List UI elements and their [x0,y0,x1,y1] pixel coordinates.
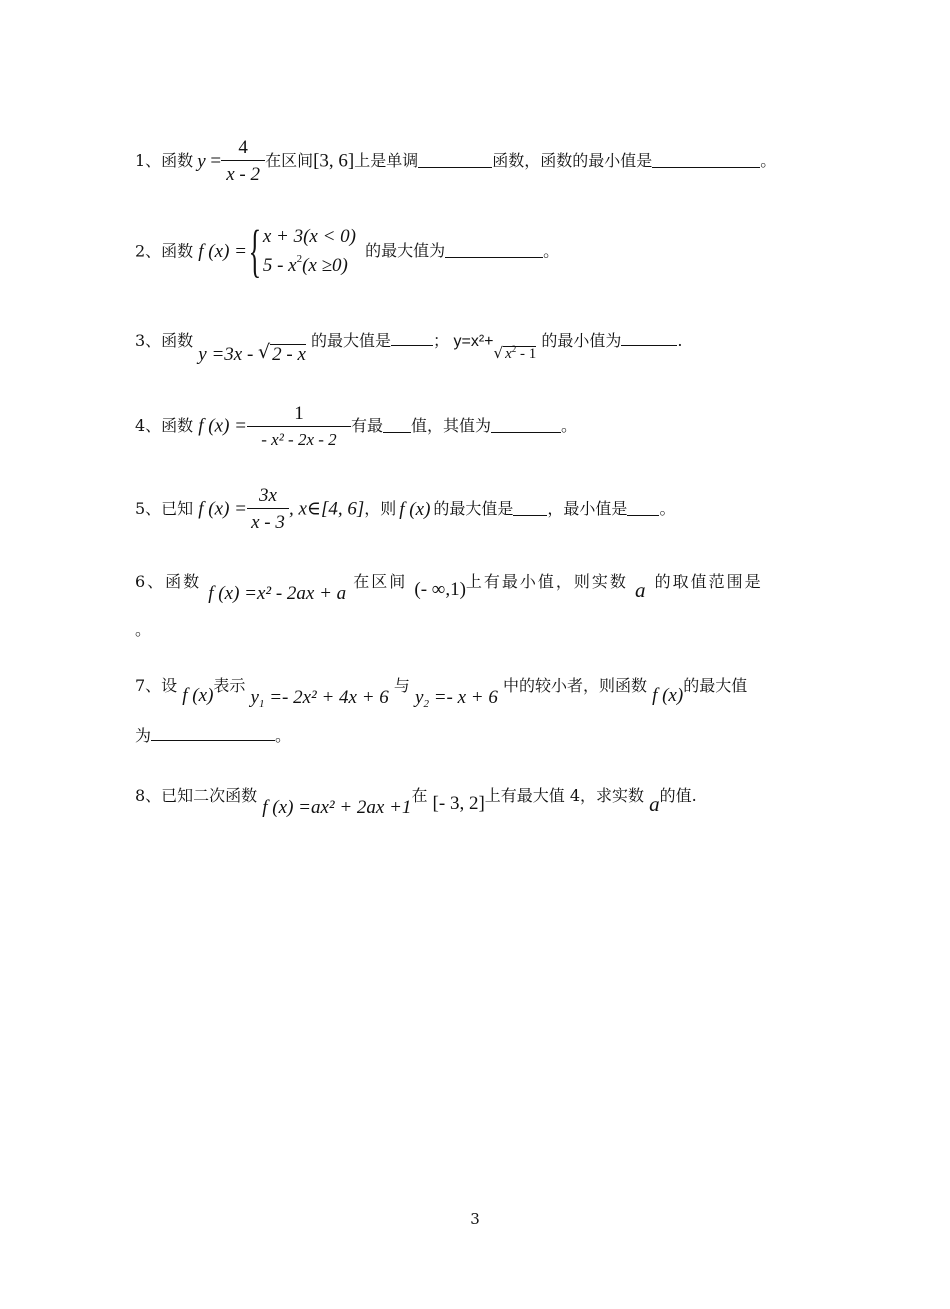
q1-text-3: 函数，函数的最小值是 [492,151,653,170]
q8-text-2: 上有最大值 4，求实数 [484,786,645,805]
q3-number: 3、函数 [135,331,194,350]
q1-denominator: x - 2 [221,160,265,184]
question-5 [135,486,675,532]
question-4 [135,404,577,448]
q2-case-2 [263,251,356,280]
q6-expr: f (x) =x² - 2ax + a [208,583,347,604]
question-7-line-2 [135,728,291,744]
q7-y2 [415,687,498,708]
q3-rad2-x: x [505,346,512,362]
q4-end: 。 [561,416,578,435]
q6-text-1: 在区间 [353,572,408,591]
q3-radicand: 2 - x [272,344,306,365]
q3-rad2-rest: - 1 [516,346,537,362]
q3-end: . [677,331,683,350]
q2-end: 。 [543,241,560,261]
question-7 [135,676,748,710]
q5-end: 。 [659,499,676,518]
q1-text-2: 上是单调 [354,151,419,170]
q3-text-1: 的最大值是 [311,331,392,350]
q2-case-2-sup: 2 [296,253,303,266]
q2-blank[interactable] [445,256,543,258]
q2-function: f (x) = [198,240,247,262]
q8-number: 8、已知二次函数 [135,786,258,805]
q7-function: f (x) [182,685,214,706]
q1-numerator: 4 [238,137,248,158]
q1-number: 1、函数 [135,151,194,170]
question-8 [135,784,697,818]
q7-y1-sub: 1 [258,698,265,710]
q7-y1 [251,687,389,708]
q7-blank[interactable] [151,739,275,741]
q3-blank-2[interactable] [621,344,677,346]
q7-text-1: 表示 [213,676,246,695]
q2-case-2b: (x ≥0) [302,255,348,277]
q7-text-2: 与 [393,676,410,695]
q5-blank-2[interactable] [627,514,659,516]
q4-function: f (x) = [198,415,247,437]
q6-text-2: 上有最小值，则实数 [465,572,628,591]
q5-number: 5、已知 [135,499,194,518]
q7-text-4: 的最大值 [683,676,748,695]
q8-expr: f (x) =ax² + 2ax +1 [262,797,412,818]
q3-radical-sign: √ [258,341,271,363]
q3-blank-1[interactable] [391,344,433,346]
q7-y1-var: y [250,687,259,708]
q1-interval: [3, 6] [313,150,355,172]
q6-interval: (- ∞,1) [414,579,466,600]
q7-y1-expr: =- 2x² + 4x + 6 [264,687,389,708]
question-6-line-2 [135,622,151,638]
q1-blank-1[interactable] [418,166,492,168]
q2-text-1: 的最大值为 [365,241,446,261]
q4-blank-1[interactable] [383,431,411,433]
q6-text-3: 的取值范围是 [654,572,763,591]
q7-number: 7、设 [135,676,178,695]
q1-y: y [197,150,206,172]
q1-end: 。 [760,151,777,170]
q1-eq: = [205,150,222,172]
q3-separator: ； y=x²+ [433,333,494,350]
q7-function-2: f (x) [652,685,684,706]
q3-radicand-2 [503,346,536,362]
q5-text-3: ，最小值是 [547,499,628,518]
page-number: 3 [470,1210,480,1228]
q5-numerator: 3x [259,485,277,506]
q8-text-1: 在 [411,786,428,805]
q3-expr: y =3x - [198,344,259,365]
q7-y2-var: y [415,687,424,708]
q5-fraction [247,486,289,532]
q5-function: f (x) = [198,498,247,520]
q4-fraction [247,404,351,448]
q3-rad2-sup: 2 [511,344,517,354]
q7-text-5: 为 [135,726,152,745]
q2-case-1: x + 3(x < 0) [262,226,356,247]
q5-blank-1[interactable] [513,514,547,516]
q7-end: 。 [275,726,292,745]
q5-function-2: f (x) [399,498,431,520]
question-6 [135,570,763,604]
q6-number: 6、函数 [135,572,202,591]
q1-blank-2[interactable] [652,166,760,168]
q4-numerator: 1 [294,403,304,424]
q5-text-1: ，则 [364,499,397,518]
q4-denominator: - x² - 2x - 2 [247,426,351,448]
question-3 [135,330,683,365]
q1-text-1: 在区间 [265,151,314,170]
q7-y2-expr: =- x + 6 [428,687,498,708]
q7-y2-sub: 2 [423,698,429,710]
q4-blank-2[interactable] [491,431,561,433]
q2-number: 2、函数 [135,241,194,261]
q8-a: a [649,792,660,816]
q1-fraction [221,138,265,184]
q2-cases [263,222,356,281]
q6-a: a [635,578,648,602]
q8-text-3: 的值. [659,786,697,805]
q5-domain: , x∈[4, 6] [288,498,365,520]
q5-text-2: 的最大值是 [433,499,514,518]
q2-case-2a: 5 - x [262,255,297,277]
question-1 [135,138,776,184]
q8-interval: [- 3, 2] [432,793,485,814]
q4-number: 4、函数 [135,416,194,435]
q5-denominator: x - 3 [247,508,289,532]
q3-radical-sign-2: √ [493,344,504,362]
q7-text-3: 中的较小者，则函数 [502,676,647,695]
q4-text-2: 值，其值为 [410,416,491,435]
q4-text-1: 有最 [350,416,383,435]
q2-brace: { [248,218,262,284]
q3-text-2: 的最小值为 [541,331,622,350]
q6-end: 。 [135,620,152,639]
question-2 [135,218,560,284]
